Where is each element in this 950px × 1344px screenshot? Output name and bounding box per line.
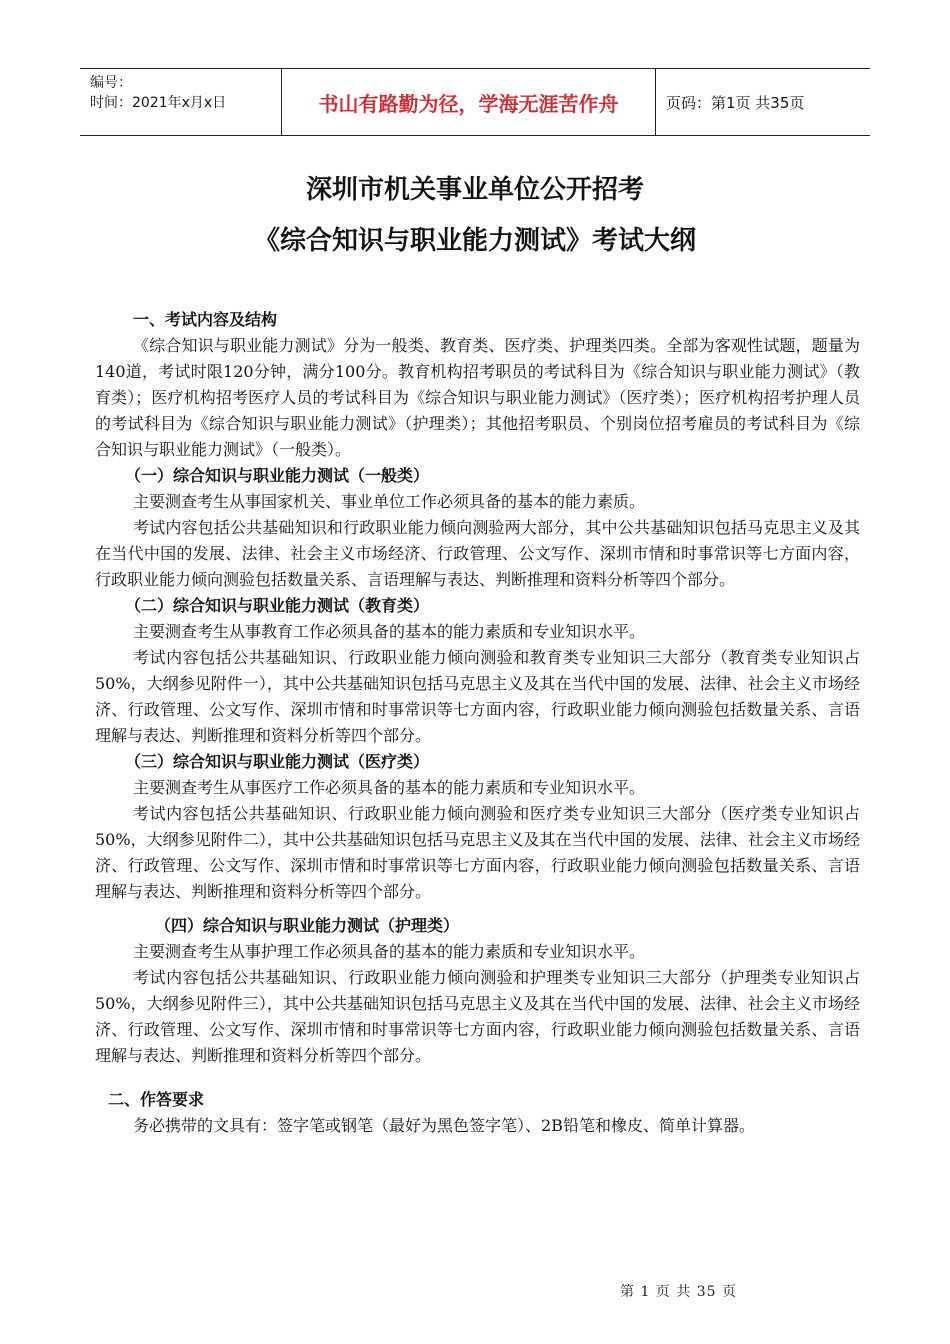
document-header — [80, 68, 870, 136]
section-1-intro: 《综合知识与职业能力测试》分为一般类、教育类、医疗类、护理类四类。全部为客观性试题，题量为140道，考试时限120分钟，满分100分。教育机构招考职员的考试科目为《综合知识与职业能力测试》（教育类）；医疗机构招考医疗人员的考试科目为《综合知识与职业能力测试》（医疗类）；医疗机构招考护理人员的考试科目为《综合知识与职业能力测试》（护理类）；其他招考职员、个别岗位招考雇员的考试科目为《综合知识与职业能力测试》（一般类）。 — [95, 336, 860, 459]
header-meta — [80, 69, 280, 135]
subsection-education-p2: 考试内容包括公共基础知识、行政职业能力倾向测验和教育类专业知识三大部分（教育类专业知识占50%，大纲参见附件一），其中公共基础知识包括马克思主义及其在当代中国的发展、法律、社会主义市场经济、行政管理、公文写作、深圳市情和时事常识等七方面内容，行政职业能力倾向测验包括数量关系、言语理解与表达、判断推理和资料分析等四个部分。 — [95, 648, 860, 745]
subsection-nursing-p2: 考试内容包括公共基础知识、行政职业能力倾向测验和护理类专业知识三大部分（护理类专业知识占50%，大纲参见附件三），其中公共基础知识包括马克思主义及其在当代中国的发展、法律、社会主义市场经济、行政管理、公文写作、深圳市情和时事常识等七方面内容，行政职业能力倾向测验包括数量关系、言语理解与表达、判断推理和资料分析等四个部分。 — [95, 968, 860, 1065]
subsection-education-p1: 主要测查考生从事教育工作必须具备的基本的能力素质和专业知识水平。 — [133, 622, 646, 641]
page-footer: 第 1 页 共 35 页 — [620, 1284, 737, 1300]
subsection-general-p2: 考试内容包括公共基础知识和行政职业能力倾向测验两大部分，其中公共基础知识包括马克思主义及其在当代中国的发展、法律、社会主义市场经济、行政管理、公文写作、深圳市情和时事常识等七方面内容，行政职业能力倾向测验包括数量关系、言语理解与表达、判断推理和资料分析等四个部分。 — [95, 518, 860, 589]
document-body — [95, 307, 860, 1139]
subsection-nursing-p1: 主要测查考生从事护理工作必须具备的基本的能力素质和专业知识水平。 — [133, 942, 646, 961]
section-2-p1: 务必携带的文具有：签字笔或钢笔（最好为黑色签字笔）、2B铅笔和橡皮、简单计算器。 — [133, 1116, 755, 1135]
section-heading-1: 一、考试内容及结构 — [133, 310, 278, 329]
header-page-info: 页码：第1页 共35页 — [666, 93, 805, 112]
subsection-heading-nursing: （四）综合知识与职业能力测试（护理类） — [155, 916, 460, 935]
subsection-heading-general: （一）综合知识与职业能力测试（一般类） — [125, 466, 430, 485]
subsection-heading-medical: （三）综合知识与职业能力测试（医疗类） — [125, 752, 430, 771]
document-title-line2: 《综合知识与职业能力测试》考试大纲 — [253, 226, 696, 256]
subsection-medical-p2: 考试内容包括公共基础知识、行政职业能力倾向测验和医疗类专业知识三大部分（医疗类专业知识占50%，大纲参见附件二），其中公共基础知识包括马克思主义及其在当代中国的发展、法律、社会主义市场经济、行政管理、公文写作、深圳市情和时事常识等七方面内容，行政职业能力倾向测验包括数量关系、言语理解与表达、判断推理和资料分析等四个部分。 — [95, 804, 860, 901]
number-label: 编号： — [90, 75, 132, 91]
subsection-heading-education: （二）综合知识与职业能力测试（教育类） — [125, 596, 430, 615]
document-title-line1: 深圳市机关事业单位公开招考 — [305, 175, 644, 205]
subsection-general-p1: 主要测查考生从事国家机关、事业单位工作必须具备的基本的能力素质。 — [133, 492, 646, 511]
time-label: 时间：2021年x月x日 — [90, 95, 227, 111]
subsection-medical-p1: 主要测查考生从事医疗工作必须具备的基本的能力素质和专业知识水平。 — [133, 778, 646, 797]
header-motto: 书山有路勤为径，学海无涯苦作舟 — [281, 69, 656, 135]
section-heading-2: 二、作答要求 — [108, 1090, 205, 1109]
